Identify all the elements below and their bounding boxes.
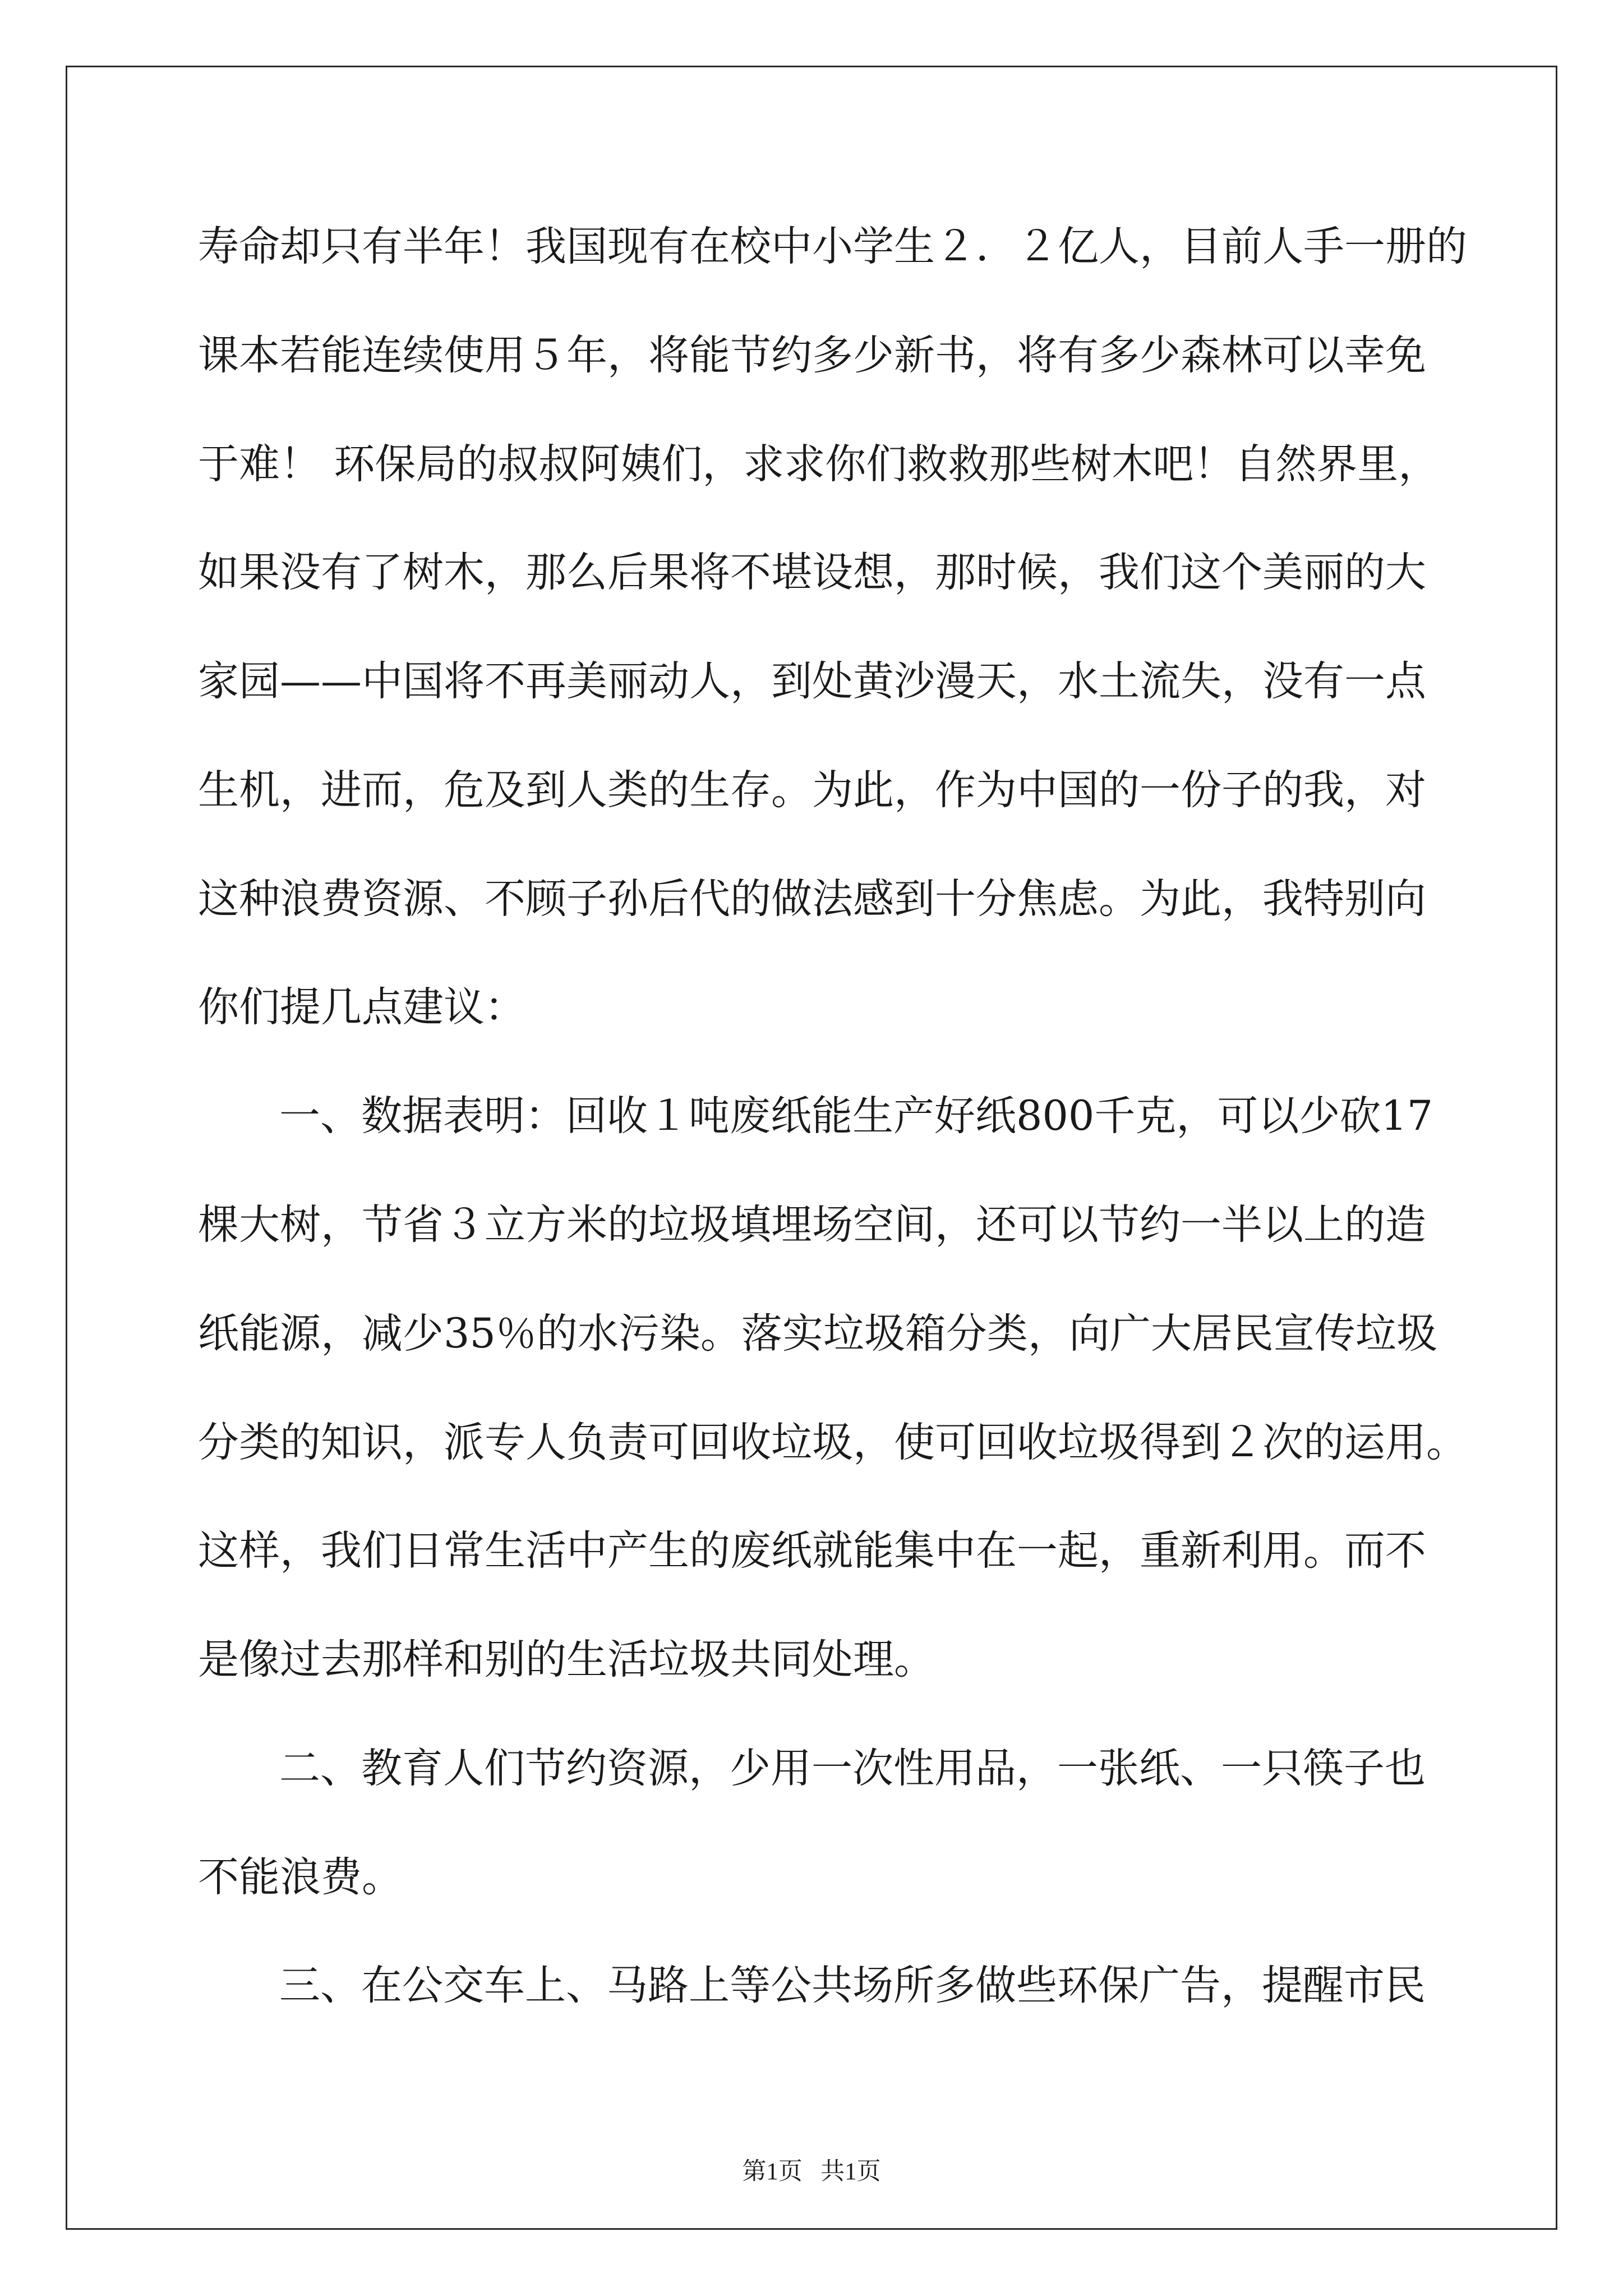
body-text-line: 这样，我们日常生活中产生的废纸就能集中在一起，重新利用。而不	[198, 1527, 1426, 1575]
body-text-line: 课本若能连续使用５年，将能节约多少新书，将有多少森林可以幸免	[198, 332, 1426, 379]
body-text-line: 家园——中国将不再美丽动人，到处黄沙漫天，水土流失，没有一点	[198, 657, 1426, 705]
paragraph-first-line: 三、在公交车上、马路上等公共场所多做些环保广告，提醒市民	[279, 1962, 1426, 2009]
body-text-line: 你们提几点建议：	[198, 983, 525, 1031]
paragraph-first-line: 二、教育人们节约资源，少用一次性用品，一张纸、一只筷子也	[279, 1745, 1426, 1792]
body-text-line: 棵大树，节省３立方米的垃圾填埋场空间，还可以节约一半以上的造	[198, 1201, 1426, 1249]
body-text-line: 分类的知识，派专人负责可回收垃圾，使可回收垃圾得到２次的运用。	[198, 1419, 1467, 1466]
body-text-line: 于难！ 环保局的叔叔阿姨们，求求你们救救那些树木吧！自然界里，	[198, 440, 1440, 488]
body-text-line: 生机，进而，危及到人类的生存。为此，作为中国的一份子的我，对	[198, 766, 1426, 814]
body-text-line: 这种浪费资源、不顾子孙后代的做法感到十分焦虑。为此，我特别向	[198, 875, 1426, 923]
body-text-line: 不能浪费。	[198, 1853, 403, 1901]
body-text-line: 纸能源，减少35％的水污染。落实垃圾箱分类，向广大居民宣传垃圾	[198, 1310, 1437, 1358]
body-text-line: 如果没有了树木，那么后果将不堪设想，那时候，我们这个美丽的大	[198, 549, 1426, 596]
page-footer: 第1页 共1页	[742, 2159, 881, 2185]
paragraph-first-line: 一、数据表明：回收１吨废纸能生产好纸800千克，可以少砍17	[279, 1092, 1433, 1140]
body-text-line: 是像过去那样和别的生活垃圾共同处理。	[198, 1636, 935, 1683]
body-text-line: 寿命却只有半年！我国现有在校中小学生２．２亿人，目前人手一册的	[198, 223, 1467, 270]
